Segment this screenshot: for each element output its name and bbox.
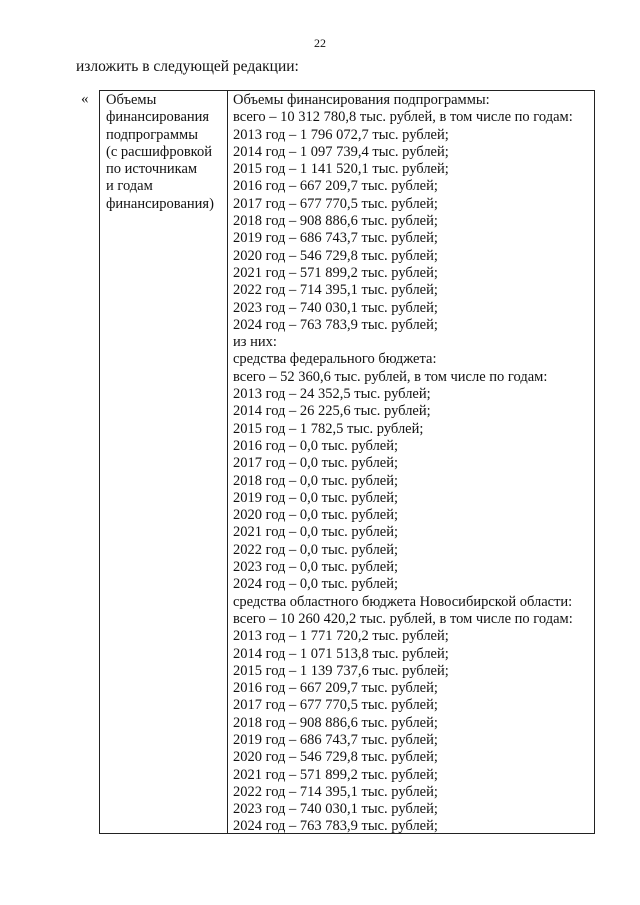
financing-line: 2015 год – 1 139 737,6 тыс. рублей;: [233, 662, 449, 679]
financing-line: 2023 год – 740 030,1 тыс. рублей;: [233, 299, 438, 316]
label-line: финансирования: [106, 109, 210, 126]
financing-line: 2014 год – 26 225,6 тыс. рублей;: [233, 403, 431, 420]
intro-text: изложить в следующей редакции:: [76, 58, 299, 75]
label-line: (с расшифровкой: [106, 143, 212, 160]
financing-line: 2020 год – 0,0 тыс. рублей;: [233, 507, 399, 524]
financing-line: 2020 год – 546 729,8 тыс. рублей;: [233, 749, 438, 766]
page-number: 22: [314, 36, 326, 50]
label-line: финансирования): [106, 195, 214, 212]
financing-line: 2023 год – 0,0 тыс. рублей;: [233, 559, 399, 576]
financing-line: 2022 год – 714 395,1 тыс. рублей;: [233, 783, 438, 800]
financing-line: средства областного бюджета Новосибирской области:: [233, 593, 573, 610]
financing-line: средства федерального бюджета:: [233, 351, 437, 368]
financing-line: 2016 год – 0,0 тыс. рублей;: [233, 437, 399, 454]
financing-line: 2021 год – 571 899,2 тыс. рублей;: [233, 766, 438, 783]
financing-line: 2021 год – 0,0 тыс. рублей;: [233, 524, 399, 541]
financing-line: 2013 год – 24 352,5 тыс. рублей;: [233, 386, 431, 403]
table-label-cell: [100, 91, 228, 833]
financing-line: 2018 год – 0,0 тыс. рублей;: [233, 472, 399, 489]
financing-line: 2013 год – 1 771 720,2 тыс. рублей;: [233, 628, 449, 645]
financing-line: 2014 год – 1 097 739,4 тыс. рублей;: [233, 143, 449, 160]
table-value-cell: [228, 91, 594, 833]
financing-line: 2022 год – 0,0 тыс. рублей;: [233, 541, 399, 558]
financing-line: 2015 год – 1 141 520,1 тыс. рублей;: [233, 161, 449, 178]
opening-quote-mark: «: [81, 91, 89, 107]
label-line: подпрограммы: [106, 126, 198, 143]
financing-table: [99, 90, 595, 834]
financing-line: из них:: [233, 334, 277, 351]
financing-line: 2016 год – 667 209,7 тыс. рублей;: [233, 178, 438, 195]
financing-line: 2013 год – 1 796 072,7 тыс. рублей;: [233, 126, 449, 143]
financing-line: 2024 год – 763 783,9 тыс. рублей;: [233, 818, 438, 835]
financing-line: всего – 10 260 420,2 тыс. рублей, в том числе по годам:: [233, 610, 573, 627]
financing-line: 2018 год – 908 886,6 тыс. рублей;: [233, 714, 438, 731]
financing-line: 2023 год – 740 030,1 тыс. рублей;: [233, 801, 438, 818]
financing-line: 2015 год – 1 782,5 тыс. рублей;: [233, 420, 424, 437]
financing-line: 2024 год – 763 783,9 тыс. рублей;: [233, 316, 438, 333]
financing-line: 2014 год – 1 071 513,8 тыс. рублей;: [233, 645, 449, 662]
financing-line: 2019 год – 686 743,7 тыс. рублей;: [233, 731, 438, 748]
label-line: и годам: [106, 178, 153, 195]
label-line: Объемы: [106, 92, 157, 108]
financing-line: 2020 год – 546 729,8 тыс. рублей;: [233, 247, 438, 264]
financing-line: 2017 год – 677 770,5 тыс. рублей;: [233, 697, 438, 714]
label-line: по источникам: [106, 161, 198, 178]
financing-line: 2018 год – 908 886,6 тыс. рублей;: [233, 213, 438, 230]
financing-line: 2016 год – 667 209,7 тыс. рублей;: [233, 680, 438, 697]
financing-line: 2017 год – 677 770,5 тыс. рублей;: [233, 195, 438, 212]
financing-line: 2019 год – 686 743,7 тыс. рублей;: [233, 230, 438, 247]
financing-line: всего – 10 312 780,8 тыс. рублей, в том числе по годам:: [233, 109, 573, 126]
financing-line: 2022 год – 714 395,1 тыс. рублей;: [233, 282, 438, 299]
financing-line: 2021 год – 571 899,2 тыс. рублей;: [233, 264, 438, 281]
financing-line: 2017 год – 0,0 тыс. рублей;: [233, 455, 399, 472]
financing-line: Объемы финансирования подпрограммы:: [233, 92, 490, 108]
financing-line: 2019 год – 0,0 тыс. рублей;: [233, 489, 399, 506]
financing-line: 2024 год – 0,0 тыс. рублей;: [233, 576, 399, 593]
financing-line: всего – 52 360,6 тыс. рублей, в том числе по годам:: [233, 368, 548, 385]
